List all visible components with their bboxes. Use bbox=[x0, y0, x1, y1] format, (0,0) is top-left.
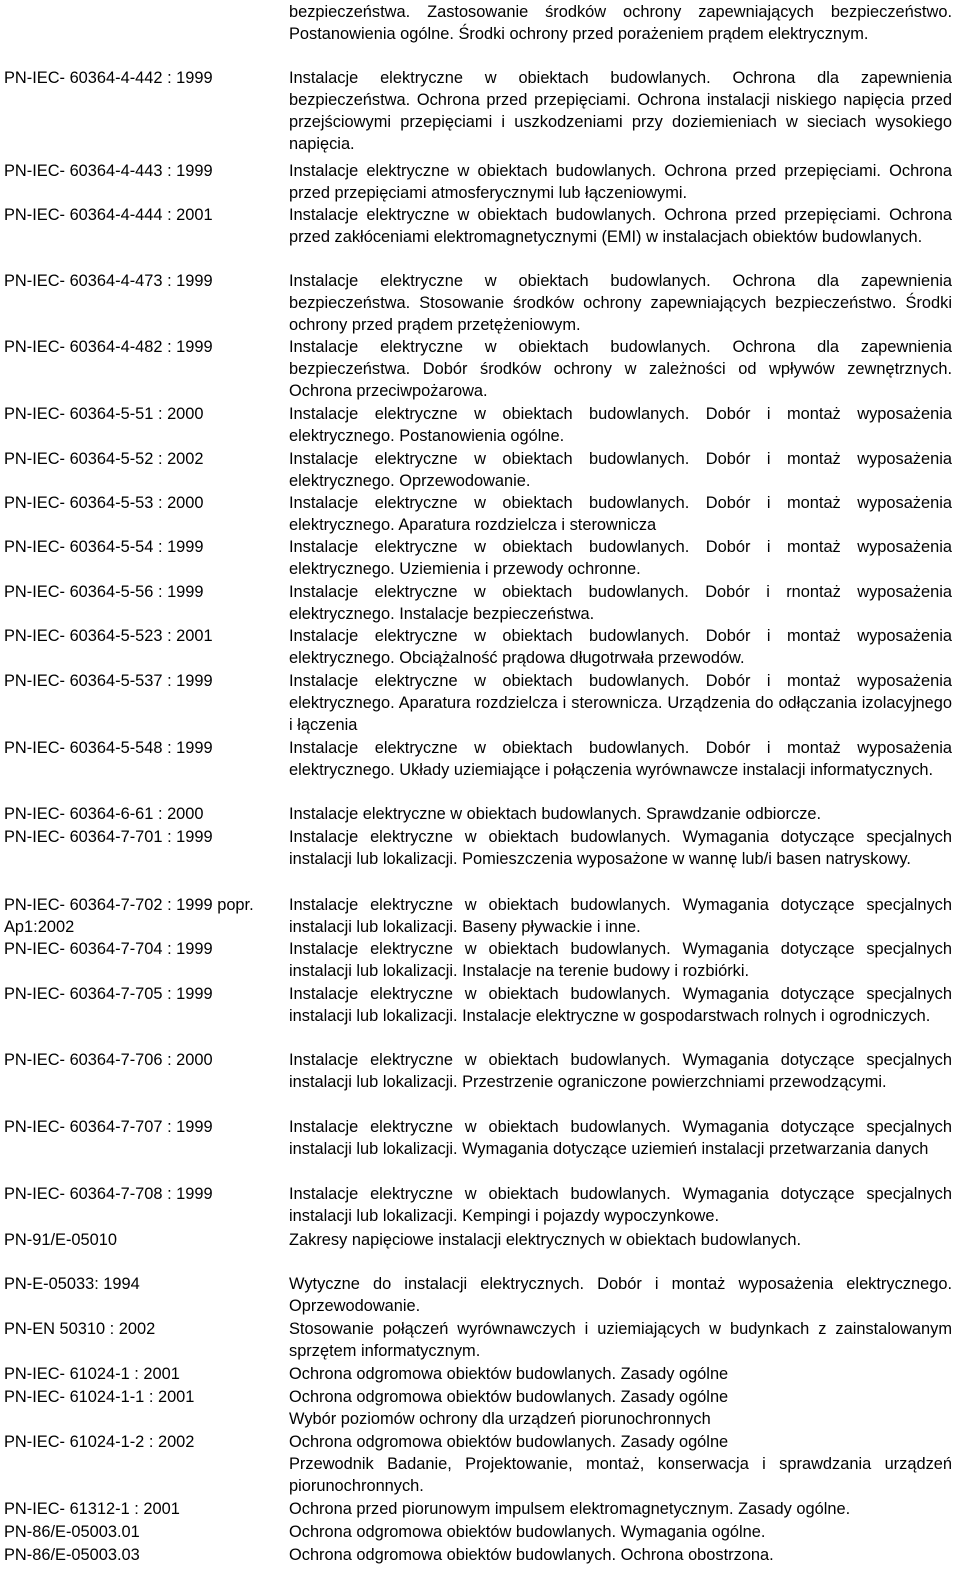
standard-code: PN-IEC- 60364-4-442 : 1999 bbox=[4, 69, 213, 87]
standard-description: Instalacje elektryczne w obiektach budowlanych. Wymagania dotyczące specjalnych instalacji lub lokalizacji. Kempingi i pojazdy wypoczynkowe. bbox=[289, 1185, 952, 1225]
description-line: Ochrona odgromowa obiektów budowlanych. Zasady ogólne bbox=[289, 1388, 729, 1406]
standard-row bbox=[0, 1049, 952, 1093]
standard-code: PN-IEC- 60364-7-705 : 1999 bbox=[4, 985, 213, 1003]
standard-code: PN-IEC- 60364-5-56 : 1999 bbox=[4, 583, 204, 601]
standard-description: Instalacje elektryczne w obiektach budowlanych. Ochrona przed przepięciami. Ochrona przed przepięciami atmosferycznymi lub łączeniowymi. bbox=[289, 162, 952, 202]
standard-description: Ochrona odgromowa obiektów budowlanych. Zasady ogólne bbox=[289, 1365, 729, 1383]
standard-description: Instalacje elektryczne w obiektach budowlanych. Wymagania dotyczące specjalnych instalacji lub lokalizacji. Pomieszczenia wyposażone w wannę lub/i basen natryskowy. bbox=[289, 828, 952, 868]
standard-description: Ochrona odgromowa obiektów budowlanych. Wymagania ogólne. bbox=[289, 1523, 766, 1541]
standard-description: Instalacje elektryczne w obiektach budowlanych. Wymagania dotyczące specjalnych instalacji lub lokalizacji. Instalacje elektryczne w gospodarstwach rolnych i ogrodniczych. bbox=[289, 985, 952, 1025]
standard-code: PN-IEC- 61024-1-1 : 2001 bbox=[4, 1388, 195, 1406]
standard-row bbox=[0, 536, 952, 580]
standard-row bbox=[0, 670, 952, 736]
standard-code: PN-IEC- 60364-4-473 : 1999 bbox=[4, 272, 213, 290]
standard-row bbox=[0, 983, 952, 1027]
standard-code: PN-E-05033: 1994 bbox=[4, 1275, 140, 1293]
standard-description: Instalacje elektryczne w obiektach budowlanych. Wymagania dotyczące specjalnych instalacji lub lokalizacji. Wymagania dotyczące uziemień instalacji przetwarzania danych bbox=[289, 1118, 952, 1158]
standard-description: Instalacje elektryczne w obiektach budowlanych. Wymagania dotyczące specjalnych instalacji lub lokalizacji. Baseny pływackie i inne. bbox=[289, 896, 952, 936]
standard-description: Instalacje elektryczne w obiektach budowlanych. Dobór i montaż wyposażenia elektrycznego. Postanowienia ogólne. bbox=[289, 405, 952, 445]
standard-description: Instalacje elektryczne w obiektach budowlanych. Dobór i montaż wyposażenia elektrycznego. Aparatura rozdzielcza i sterownicza bbox=[289, 494, 952, 534]
standard-description: Instalacje elektryczne w obiektach budowlanych. Sprawdzanie odbiorcze. bbox=[289, 805, 822, 823]
standard-description: Instalacje elektryczne w obiektach budowlanych. Wymagania dotyczące specjalnych instalacji lub lokalizacji. Przestrzenie ograniczone powierzchniami przewodzącymi. bbox=[289, 1051, 952, 1091]
standard-row bbox=[0, 1273, 952, 1317]
standard-row bbox=[0, 1183, 952, 1227]
standard-row bbox=[0, 204, 952, 248]
standard-row bbox=[0, 1544, 952, 1566]
standard-row bbox=[0, 492, 952, 536]
standard-row bbox=[0, 1498, 952, 1520]
standard-description: Instalacje elektryczne w obiektach budowlanych. Dobór i montaż wyposażenia elektrycznego. Układy uziemiające i połączenia wyrównawcze instalacji informatycznych. bbox=[289, 739, 952, 779]
standard-code: PN-IEC- 60364-4-444 : 2001 bbox=[4, 206, 213, 224]
standard-description: bezpieczeństwa. Zastosowanie środków ochrony zapewniających bezpieczeństwo. Postanowienia ogólne. Środki ochrony przed porażeniem prądem elektrycznym. bbox=[289, 3, 952, 43]
standard-row bbox=[0, 336, 952, 402]
standard-description: Instalacje elektryczne w obiektach budowlanych. Ochrona przed przepięciami. Ochrona przed zakłóceniami elektromagnetycznymi (EMI) w instalacjach obiektów budowlanych. bbox=[289, 206, 952, 246]
standard-row bbox=[0, 1521, 952, 1543]
standard-code: PN-IEC- 60364-7-701 : 1999 bbox=[4, 828, 213, 846]
standard-code: PN-IEC- 60364-4-482 : 1999 bbox=[4, 338, 213, 356]
standard-row bbox=[0, 737, 952, 781]
standard-row bbox=[0, 938, 952, 982]
standard-code: PN-IEC- 60364-7-704 : 1999 bbox=[4, 940, 213, 958]
standard-description: Stosowanie połączeń wyrównawczych i uziemiających w budynkach z zainstalowanym sprzętem informatycznym. bbox=[289, 1320, 952, 1360]
standard-code: PN-EN 50310 : 2002 bbox=[4, 1320, 156, 1338]
standard-row bbox=[0, 270, 952, 336]
standard-code: PN-IEC- 60364-4-443 : 1999 bbox=[4, 162, 213, 180]
standard-code: PN-IEC- 60364-7-707 : 1999 bbox=[4, 1118, 213, 1136]
description-line: Wybór poziomów ochrony dla urządzeń piorunochronnych bbox=[289, 1410, 711, 1428]
standard-row bbox=[0, 803, 952, 825]
standard-description: Ochrona odgromowa obiektów budowlanych. Ochrona obostrzona. bbox=[289, 1546, 774, 1564]
standard-code: PN-IEC- 60364-6-61 : 2000 bbox=[4, 805, 204, 823]
description-line: Ochrona odgromowa obiektów budowlanych. Zasady ogólne bbox=[289, 1433, 729, 1451]
standard-row bbox=[0, 1116, 952, 1160]
standard-description: Instalacje elektryczne w obiektach budowlanych. Dobór i montaż wyposażenia elektrycznego. Oprzewodowanie. bbox=[289, 450, 952, 490]
standard-description: Instalacje elektryczne w obiektach budowlanych. Dobór i montaż wyposażenia elektrycznego. Aparatura rozdzielcza i sterownicza. Urządzenia do odłączania izolacyjnego i łączenia bbox=[289, 672, 952, 734]
standard-description: Instalacje elektryczne w obiektach budowlanych. Ochrona dla zapewnienia bezpieczeństwa. Dobór środków ochrony w zależności od wpływów zewnętrznych. Ochrona przeciwpożarowa. bbox=[289, 338, 952, 400]
standard-description: Zakresy napięciowe instalacji elektrycznych w obiektach budowlanych. bbox=[289, 1231, 801, 1249]
standard-row bbox=[0, 581, 952, 625]
standard-code: PN-IEC- 60364-5-54 : 1999 bbox=[4, 538, 204, 556]
standard-row bbox=[0, 1, 952, 45]
standard-code: PN-86/E-05003.01 bbox=[4, 1523, 140, 1541]
standard-description: Instalacje elektryczne w obiektach budowlanych. Dobór i montaż wyposażenia elektrycznego. Obciążalność prądowa długotrwała przewodów. bbox=[289, 627, 952, 667]
standard-row bbox=[0, 448, 952, 492]
standard-code: PN-IEC- 60364-7-708 : 1999 bbox=[4, 1185, 213, 1203]
standard-description: Ochrona przed piorunowym impulsem elektromagnetycznym. Zasady ogólne. bbox=[289, 1500, 851, 1518]
standard-code: PN-IEC- 60364-5-51 : 2000 bbox=[4, 405, 204, 423]
standard-description: Instalacje elektryczne w obiektach budowlanych. Dobór i rnontaż wyposażenia elektrycznego. Instalacje bezpieczeństwa. bbox=[289, 583, 952, 623]
standard-row bbox=[0, 403, 952, 447]
standard-row bbox=[0, 1363, 952, 1385]
standard-code: PN-IEC- 60364-5-52 : 2002 bbox=[4, 450, 204, 468]
standard-description: Instalacje elektryczne w obiektach budowlanych. Ochrona dla zapewnienia bezpieczeństwa. Ochrona przed przepięciami. Ochrona instalacji niskiego napięcia przed przejściowymi przepięciami i uszkodzeniami przy doziemieniach w sieciach wysokiego napięcia. bbox=[289, 69, 952, 153]
standard-code: PN-IEC- 60364-5-53 : 2000 bbox=[4, 494, 204, 512]
standard-code: PN-IEC- 60364-5-523 : 2001 bbox=[4, 627, 213, 645]
standard-code: PN-91/E-05010 bbox=[4, 1231, 117, 1249]
standard-code: PN-86/E-05003.03 bbox=[4, 1546, 140, 1564]
standard-code: PN-IEC- 60364-5-537 : 1999 bbox=[4, 672, 213, 690]
standard-description: Instalacje elektryczne w obiektach budowlanych. Wymagania dotyczące specjalnych instalacji lub lokalizacji. Instalacje na terenie budowy i rozbiórki. bbox=[289, 940, 952, 980]
standard-description: Wytyczne do instalacji elektrycznych. Dobór i montaż wyposażenia elektrycznego. Oprzewodowanie. bbox=[289, 1275, 952, 1315]
standard-code: PN-IEC- 61024-1 : 2001 bbox=[4, 1365, 180, 1383]
standard-description bbox=[289, 1386, 952, 1430]
standard-description: Instalacje elektryczne w obiektach budowlanych. Ochrona dla zapewnienia bezpieczeństwa. Stosowanie środków ochrony zapewniających bezpieczeństwo. Środki ochrony przed prądem przetężeniowym. bbox=[289, 272, 952, 334]
standard-code: PN-IEC- 60364-7-702 : 1999 popr. Ap1:2002 bbox=[4, 896, 254, 936]
standard-description bbox=[289, 1431, 952, 1497]
standard-row bbox=[0, 1229, 952, 1251]
standard-code: PN-IEC- 60364-5-548 : 1999 bbox=[4, 739, 213, 757]
standard-row bbox=[0, 1386, 952, 1430]
standard-row bbox=[0, 826, 952, 870]
standard-code: PN-IEC- 61312-1 : 2001 bbox=[4, 1500, 180, 1518]
standard-row bbox=[0, 67, 952, 155]
standard-description: Instalacje elektryczne w obiektach budowlanych. Dobór i montaż wyposażenia elektrycznego. Uziemienia i przewody ochronne. bbox=[289, 538, 952, 578]
description-line: Przewodnik Badanie, Projektowanie, montaż, konserwacja i sprawdzania urządzeń piorunochronnych. bbox=[289, 1455, 952, 1495]
standard-row bbox=[0, 160, 952, 204]
standard-row bbox=[0, 1431, 952, 1497]
standard-code: PN-IEC- 60364-7-706 : 2000 bbox=[4, 1051, 213, 1069]
standard-row bbox=[0, 625, 952, 669]
standard-row bbox=[0, 894, 952, 938]
standard-row bbox=[0, 1318, 952, 1362]
standard-code: PN-IEC- 61024-1-2 : 2002 bbox=[4, 1433, 195, 1451]
